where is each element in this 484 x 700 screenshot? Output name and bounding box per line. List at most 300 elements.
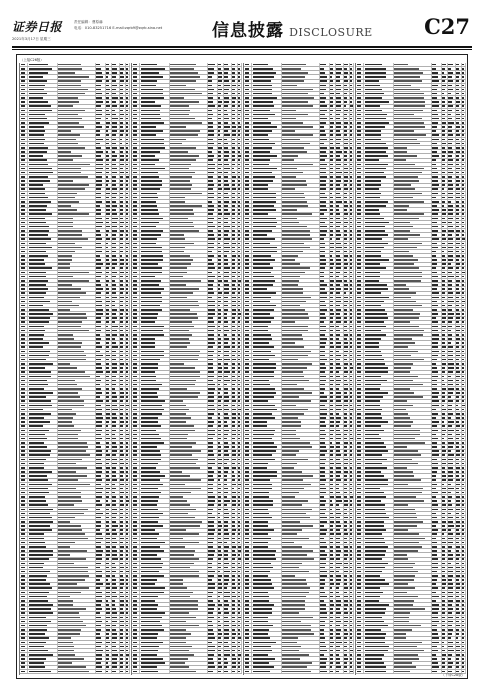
table-cell xyxy=(20,666,28,669)
greeked-text xyxy=(58,80,81,82)
table-cell xyxy=(224,292,232,295)
greeked-text xyxy=(224,575,228,577)
table-cell xyxy=(58,662,96,665)
table-cell xyxy=(170,508,208,511)
greeked-text xyxy=(232,363,234,365)
table-cell xyxy=(140,167,170,170)
table-cell xyxy=(126,217,130,220)
greeked-text xyxy=(21,313,25,315)
greeked-text xyxy=(208,388,215,390)
greeked-text xyxy=(208,317,212,319)
table-cell xyxy=(58,208,96,211)
table-cell xyxy=(96,179,106,182)
greeked-text xyxy=(96,629,101,631)
table-cell xyxy=(208,105,218,108)
greeked-text xyxy=(170,118,195,120)
greeked-text xyxy=(120,621,123,623)
table-cell xyxy=(28,425,58,428)
greeked-text xyxy=(29,159,48,161)
table-cell xyxy=(132,341,140,344)
greeked-text xyxy=(96,575,102,577)
greeked-text xyxy=(96,351,100,353)
greeked-text xyxy=(232,197,235,199)
greeked-text xyxy=(21,459,25,461)
greeked-text xyxy=(126,646,128,648)
greeked-text xyxy=(29,592,49,594)
greeked-text xyxy=(29,284,47,286)
greeked-text xyxy=(106,384,109,386)
greeked-text xyxy=(170,525,200,527)
table-cell xyxy=(20,121,28,124)
greeked-text xyxy=(126,571,128,573)
table-cell xyxy=(58,524,96,527)
greeked-text xyxy=(29,213,52,215)
table-cell xyxy=(132,117,140,120)
greeked-text xyxy=(224,276,229,278)
greeked-text xyxy=(58,351,84,353)
table-cell xyxy=(140,287,170,290)
table-cell xyxy=(140,591,170,594)
table-cell xyxy=(58,366,96,369)
greeked-text xyxy=(120,305,123,307)
greeked-text xyxy=(106,363,109,365)
greeked-text xyxy=(232,642,234,644)
greeked-text xyxy=(224,263,228,265)
greeked-text xyxy=(106,180,108,182)
greeked-text xyxy=(218,563,221,565)
greeked-text xyxy=(170,579,183,581)
greeked-text xyxy=(170,164,190,166)
greeked-text xyxy=(21,218,25,220)
greeked-text xyxy=(29,180,50,182)
greeked-text xyxy=(106,317,109,319)
greeked-text xyxy=(120,188,123,190)
greeked-text xyxy=(96,637,101,639)
greeked-text xyxy=(133,475,137,477)
greeked-text xyxy=(141,93,163,95)
table-cell xyxy=(170,545,208,548)
table-cell xyxy=(224,109,232,112)
table-cell xyxy=(126,632,130,635)
table-cell xyxy=(238,163,242,166)
greeked-text xyxy=(96,509,100,511)
greeked-text xyxy=(29,608,52,610)
greeked-text xyxy=(112,151,115,153)
greeked-text xyxy=(58,209,76,211)
table-cell xyxy=(126,495,130,498)
greeked-text xyxy=(112,321,115,323)
greeked-text xyxy=(133,571,137,573)
table-cell xyxy=(208,317,218,320)
table-cell xyxy=(58,595,96,598)
table-cell xyxy=(58,379,96,382)
table-cell xyxy=(96,109,106,112)
table-cell xyxy=(140,138,170,141)
table-cell xyxy=(96,458,106,461)
greeked-text xyxy=(218,197,221,199)
greeked-text xyxy=(29,637,49,639)
greeked-text xyxy=(29,438,47,440)
greeked-text xyxy=(112,85,117,87)
table-cell xyxy=(208,666,218,669)
greeked-text xyxy=(141,288,164,290)
table-cell xyxy=(224,134,232,137)
greeked-text xyxy=(133,321,137,323)
table-cell xyxy=(96,113,106,116)
table-cell xyxy=(208,238,218,241)
greeked-text xyxy=(29,105,51,107)
greeked-text xyxy=(112,604,115,606)
greeked-text xyxy=(170,151,187,153)
table-cell xyxy=(132,371,140,374)
table-cell xyxy=(224,371,232,374)
greeked-text xyxy=(29,529,52,531)
table-cell xyxy=(126,483,130,486)
table-cell xyxy=(224,632,232,635)
greeked-text xyxy=(112,359,116,361)
greeked-text xyxy=(96,371,103,373)
table-cell xyxy=(20,391,28,394)
greeked-text xyxy=(133,521,137,523)
greeked-text xyxy=(218,629,221,631)
greeked-text xyxy=(141,338,156,340)
table-cell xyxy=(126,620,130,623)
table-cell xyxy=(132,100,140,103)
table-cell xyxy=(132,184,140,187)
greeked-text xyxy=(120,114,124,116)
table-cell xyxy=(20,279,28,282)
table-cell xyxy=(58,504,96,507)
greeked-text xyxy=(112,513,116,515)
greeked-text xyxy=(238,563,240,565)
table-cell xyxy=(170,80,208,83)
greeked-text xyxy=(232,259,234,261)
table-cell xyxy=(96,96,106,99)
greeked-text xyxy=(120,143,122,145)
greeked-text xyxy=(170,533,198,535)
greeked-text xyxy=(238,600,240,602)
table-cell xyxy=(238,208,242,211)
greeked-text xyxy=(238,355,240,357)
greeked-text xyxy=(106,118,108,120)
greeked-text xyxy=(58,201,79,203)
table-cell xyxy=(20,267,28,270)
table-cell xyxy=(140,412,170,415)
greeked-text xyxy=(232,409,236,411)
greeked-text xyxy=(218,488,221,490)
table-cell xyxy=(208,545,218,548)
greeked-text xyxy=(238,392,239,394)
table-cell xyxy=(28,437,58,440)
greeked-text xyxy=(29,463,45,465)
table-cell xyxy=(208,100,218,103)
greeked-text xyxy=(126,234,128,236)
table-cell xyxy=(238,450,242,453)
greeked-text xyxy=(238,359,240,361)
table-cell xyxy=(132,470,140,473)
table-cell xyxy=(58,275,96,278)
greeked-text xyxy=(29,317,50,319)
greeked-text xyxy=(232,346,235,348)
greeked-text xyxy=(224,621,229,623)
greeked-text xyxy=(208,509,213,511)
table-cell xyxy=(238,587,242,590)
table-cell xyxy=(112,341,120,344)
greeked-text xyxy=(133,633,137,635)
greeked-text xyxy=(232,542,234,544)
table-cell xyxy=(20,125,28,128)
table-cell xyxy=(208,213,218,216)
greeked-text xyxy=(112,400,117,402)
greeked-text xyxy=(21,363,25,365)
greeked-text xyxy=(96,230,100,232)
greeked-text xyxy=(112,247,116,249)
table-cell xyxy=(132,75,140,78)
greeked-text xyxy=(58,272,89,274)
greeked-text xyxy=(170,351,199,353)
greeked-text xyxy=(141,642,163,644)
greeked-text xyxy=(106,571,109,573)
greeked-text xyxy=(238,114,240,116)
greeked-text xyxy=(218,110,220,112)
greeked-text xyxy=(126,400,128,402)
table-cell xyxy=(238,225,242,228)
table-cell xyxy=(28,433,58,436)
greeked-text xyxy=(112,550,117,552)
table-cell xyxy=(126,312,130,315)
greeked-text xyxy=(208,371,214,373)
table-cell xyxy=(238,134,242,137)
table-cell xyxy=(170,254,208,257)
greeked-text xyxy=(133,193,137,195)
table-cell xyxy=(96,308,106,311)
greeked-text xyxy=(112,197,116,199)
table-cell xyxy=(58,354,96,357)
greeked-text xyxy=(170,263,191,265)
greeked-text xyxy=(120,571,123,573)
greeked-text xyxy=(170,608,197,610)
table-cell xyxy=(20,570,28,573)
table-cell xyxy=(140,666,170,669)
greeked-text xyxy=(224,409,228,411)
greeked-text xyxy=(218,637,221,639)
table-cell xyxy=(170,495,208,498)
table-cell xyxy=(140,366,170,369)
greeked-text xyxy=(232,280,236,282)
table-cell xyxy=(112,75,120,78)
table-cell xyxy=(112,508,120,511)
table-cell xyxy=(112,354,120,357)
greeked-text xyxy=(218,176,221,178)
greeked-text xyxy=(208,342,215,344)
table-cell xyxy=(170,362,208,365)
greeked-text xyxy=(96,284,101,286)
greeked-text xyxy=(106,346,109,348)
greeked-text xyxy=(208,650,215,652)
table-cell xyxy=(132,662,140,665)
table-cell xyxy=(112,308,120,311)
table-cell xyxy=(208,366,218,369)
greeked-text xyxy=(232,492,236,494)
greeked-text xyxy=(141,218,163,220)
greeked-text xyxy=(218,529,221,531)
greeked-text xyxy=(141,496,159,498)
greeked-text xyxy=(58,222,73,224)
greeked-text xyxy=(112,346,117,348)
table-cell xyxy=(112,154,120,157)
greeked-text xyxy=(232,351,236,353)
greeked-text xyxy=(224,272,229,274)
table-cell xyxy=(140,583,170,586)
table-cell xyxy=(208,242,218,245)
greeked-text xyxy=(170,650,188,652)
greeked-text xyxy=(21,80,25,82)
table-cell xyxy=(28,541,58,544)
table-cell xyxy=(96,238,106,241)
greeked-text xyxy=(238,666,240,668)
greeked-text xyxy=(170,346,187,348)
table-cell xyxy=(224,396,232,399)
greeked-text xyxy=(58,563,74,565)
greeked-text xyxy=(224,583,227,585)
table-cell xyxy=(28,649,58,652)
greeked-text xyxy=(170,529,185,531)
greeked-text xyxy=(96,492,101,494)
greeked-text xyxy=(96,558,102,560)
greeked-text xyxy=(232,93,234,95)
table-cell xyxy=(20,553,28,556)
greeked-text xyxy=(224,218,227,220)
table-cell xyxy=(126,246,130,249)
greeked-text xyxy=(232,484,235,486)
table-cell xyxy=(126,400,130,403)
table-cell xyxy=(28,599,58,602)
table-cell xyxy=(224,499,232,502)
greeked-text xyxy=(29,118,47,120)
greeked-text xyxy=(133,525,137,527)
table-cell xyxy=(112,175,120,178)
greeked-text xyxy=(141,421,158,423)
table-cell xyxy=(140,346,170,349)
table-cell xyxy=(28,429,58,432)
greeked-text xyxy=(208,500,215,502)
greeked-text xyxy=(29,442,44,444)
greeked-text xyxy=(29,542,46,544)
table-cell xyxy=(238,121,242,124)
greeked-text xyxy=(106,417,109,419)
table-cell xyxy=(170,125,208,128)
table-cell xyxy=(58,113,96,116)
greeked-text xyxy=(106,251,109,253)
greeked-text xyxy=(133,280,137,282)
greeked-text xyxy=(120,646,123,648)
greeked-text xyxy=(58,64,81,66)
greeked-text xyxy=(224,388,227,390)
greeked-text xyxy=(141,176,159,178)
greeked-text xyxy=(58,612,79,614)
table-cell xyxy=(112,159,120,162)
greeked-text xyxy=(224,492,227,494)
table-cell xyxy=(170,121,208,124)
table-cell xyxy=(126,479,130,482)
greeked-text xyxy=(224,180,227,182)
table-cell xyxy=(96,138,106,141)
table-cell xyxy=(20,67,28,70)
greeked-text xyxy=(208,417,212,419)
greeked-text xyxy=(112,193,116,195)
table-cell xyxy=(170,308,208,311)
greeked-text xyxy=(112,139,115,141)
greeked-text xyxy=(218,421,220,423)
table-cell xyxy=(112,275,120,278)
greeked-text xyxy=(170,492,191,494)
table-cell xyxy=(126,570,130,573)
greeked-text xyxy=(126,197,127,199)
greeked-text xyxy=(120,68,123,70)
greeked-text xyxy=(141,463,158,465)
greeked-text xyxy=(224,612,228,614)
table-cell xyxy=(112,317,120,320)
table-cell xyxy=(170,258,208,261)
table-cell xyxy=(20,283,28,286)
table-cell xyxy=(96,134,106,137)
table-cell xyxy=(224,545,232,548)
table-cell xyxy=(140,441,170,444)
table-cell xyxy=(132,92,140,95)
greeked-text xyxy=(232,218,235,220)
table-cell xyxy=(58,375,96,378)
greeked-text xyxy=(232,263,234,265)
greeked-text xyxy=(141,330,163,332)
greeked-text xyxy=(133,151,137,153)
greeked-text xyxy=(133,76,137,78)
table-cell xyxy=(238,404,242,407)
greeked-text xyxy=(21,371,25,373)
table-cell xyxy=(20,558,28,561)
greeked-text xyxy=(96,596,102,598)
table-cell xyxy=(112,558,120,561)
greeked-text xyxy=(208,579,212,581)
greeked-text xyxy=(232,164,234,166)
greeked-text xyxy=(58,309,70,311)
table-cell xyxy=(20,184,28,187)
table-cell xyxy=(58,283,96,286)
greeked-text xyxy=(133,255,137,257)
table-cell xyxy=(224,105,232,108)
greeked-text xyxy=(208,184,214,186)
table-cell xyxy=(126,188,130,191)
table-cell xyxy=(112,441,120,444)
greeked-text xyxy=(232,442,235,444)
table-cell xyxy=(238,329,242,332)
greeked-text xyxy=(133,500,137,502)
table-cell xyxy=(112,105,120,108)
table-cell xyxy=(126,645,130,648)
table-cell xyxy=(20,130,28,133)
greeked-text xyxy=(120,251,123,253)
greeked-text xyxy=(224,646,229,648)
table-cell xyxy=(170,483,208,486)
greeked-text xyxy=(96,479,101,481)
table-cell xyxy=(20,275,28,278)
greeked-text xyxy=(208,396,214,398)
table-cell xyxy=(140,96,170,99)
greeked-text xyxy=(232,80,234,82)
table-cell xyxy=(238,175,242,178)
greeked-text xyxy=(238,301,239,303)
greeked-text xyxy=(106,205,109,207)
table-cell xyxy=(20,221,28,224)
